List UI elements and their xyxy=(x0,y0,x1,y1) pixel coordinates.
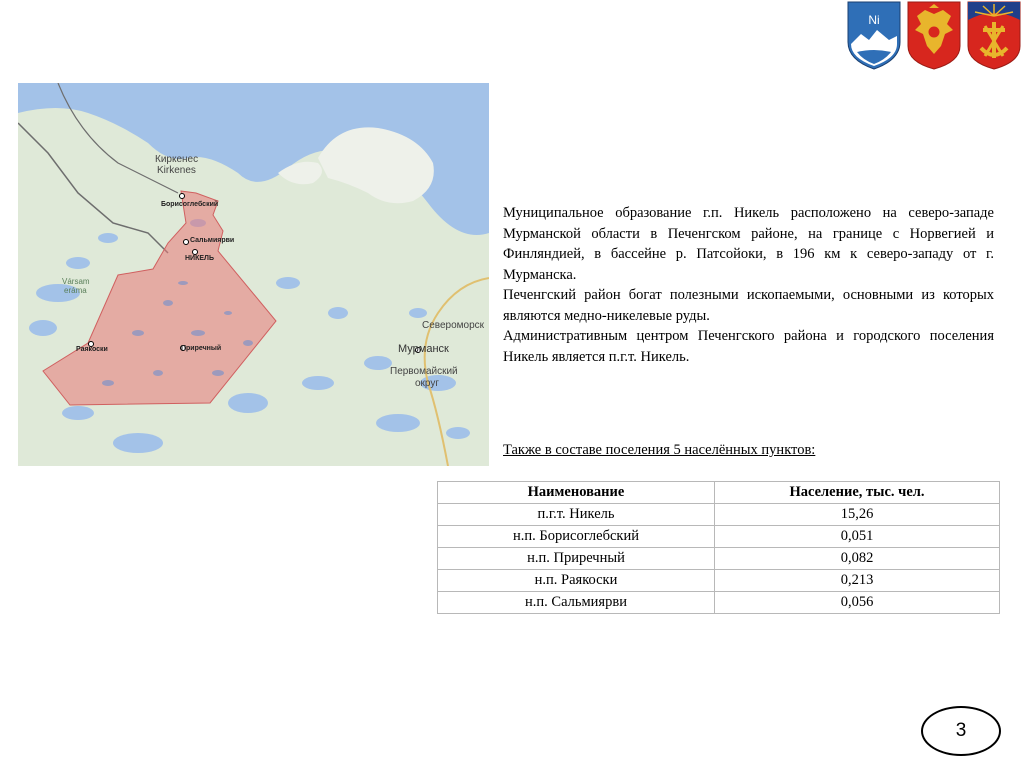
table-header-name: Наименование xyxy=(438,482,715,504)
table-row xyxy=(438,504,1000,526)
table-cell-name: н.п. Сальмиярви xyxy=(438,592,715,614)
map-label-nikel: НИКЕЛЬ xyxy=(185,255,214,262)
map-label-murmansk: Мурманск xyxy=(398,343,449,355)
table-cell-population: 0,213 xyxy=(715,570,1000,592)
table-row xyxy=(438,526,1000,548)
map-label-pervomaysky-2: округ xyxy=(415,378,440,389)
murmansk-oblast-emblem-icon xyxy=(965,0,1023,71)
table-cell-name: п.г.т. Никель xyxy=(438,504,715,526)
map-graphic xyxy=(18,83,489,466)
map-label-severomorsk: Североморск xyxy=(422,320,485,331)
map-label-prirechny: Приречный xyxy=(181,345,222,352)
table-cell-name: н.п. Раякоски xyxy=(438,570,715,592)
table-row xyxy=(438,592,1000,614)
table-cell-population: 0,056 xyxy=(715,592,1000,614)
table-header-row xyxy=(438,482,1000,504)
table-header-population: Население, тыс. чел. xyxy=(715,482,1000,504)
map-label-kirkenes-en: Kirkenes xyxy=(157,165,196,176)
russia-emblem-icon xyxy=(905,0,963,71)
settlements-subtitle: Также в составе поселения 5 населённых пунктов: xyxy=(503,442,816,458)
map-label-varsami-2: eráma xyxy=(64,286,87,295)
map-label-salmiyarvi: Сальмиярви xyxy=(190,237,235,244)
description-paragraph-1: Муниципальное образование г.п. Никель расположено на северо-западе Мурманской области в Печенгском районе, на границе с Норвегией и Финляндией, в бассейне р. Патсойоки, в 196 км к северо-западу от г. Мурманска. xyxy=(503,205,994,283)
table-row xyxy=(438,570,1000,592)
map-label-rayakoski: Раякоски xyxy=(76,346,108,353)
map-label-kirkenes-ru: Киркенес xyxy=(155,154,199,165)
description-paragraph-3: Административным центром Печенгского района и городского поселения Никель является п.г.т. Никель. xyxy=(503,328,994,365)
table-cell-name: н.п. Борисоглебский xyxy=(438,526,715,548)
table-cell-population: 15,26 xyxy=(715,504,1000,526)
map-pechengsky-district xyxy=(18,83,489,466)
table-row xyxy=(438,548,1000,570)
settlements-table xyxy=(437,481,1000,614)
page-number: 3 xyxy=(921,706,1001,756)
nikel-emblem-text: Ni xyxy=(868,13,880,27)
table-cell-population: 0,051 xyxy=(715,526,1000,548)
table-cell-name: н.п. Приречный xyxy=(438,548,715,570)
map-label-varsami-1: Vársam xyxy=(62,277,90,286)
map-label-pervomaysky-1: Первомайский xyxy=(390,366,458,377)
map-label-borisoglebsky: Борисоглебский xyxy=(161,201,219,208)
description-paragraph-2: Печенгский район богат полезными ископаемыми, основными из которых являются медно-никелевые руды. xyxy=(503,287,994,324)
emblems-group xyxy=(845,0,1023,72)
description xyxy=(503,203,994,367)
table-cell-population: 0,082 xyxy=(715,548,1000,570)
nikel-emblem-icon xyxy=(845,0,903,71)
